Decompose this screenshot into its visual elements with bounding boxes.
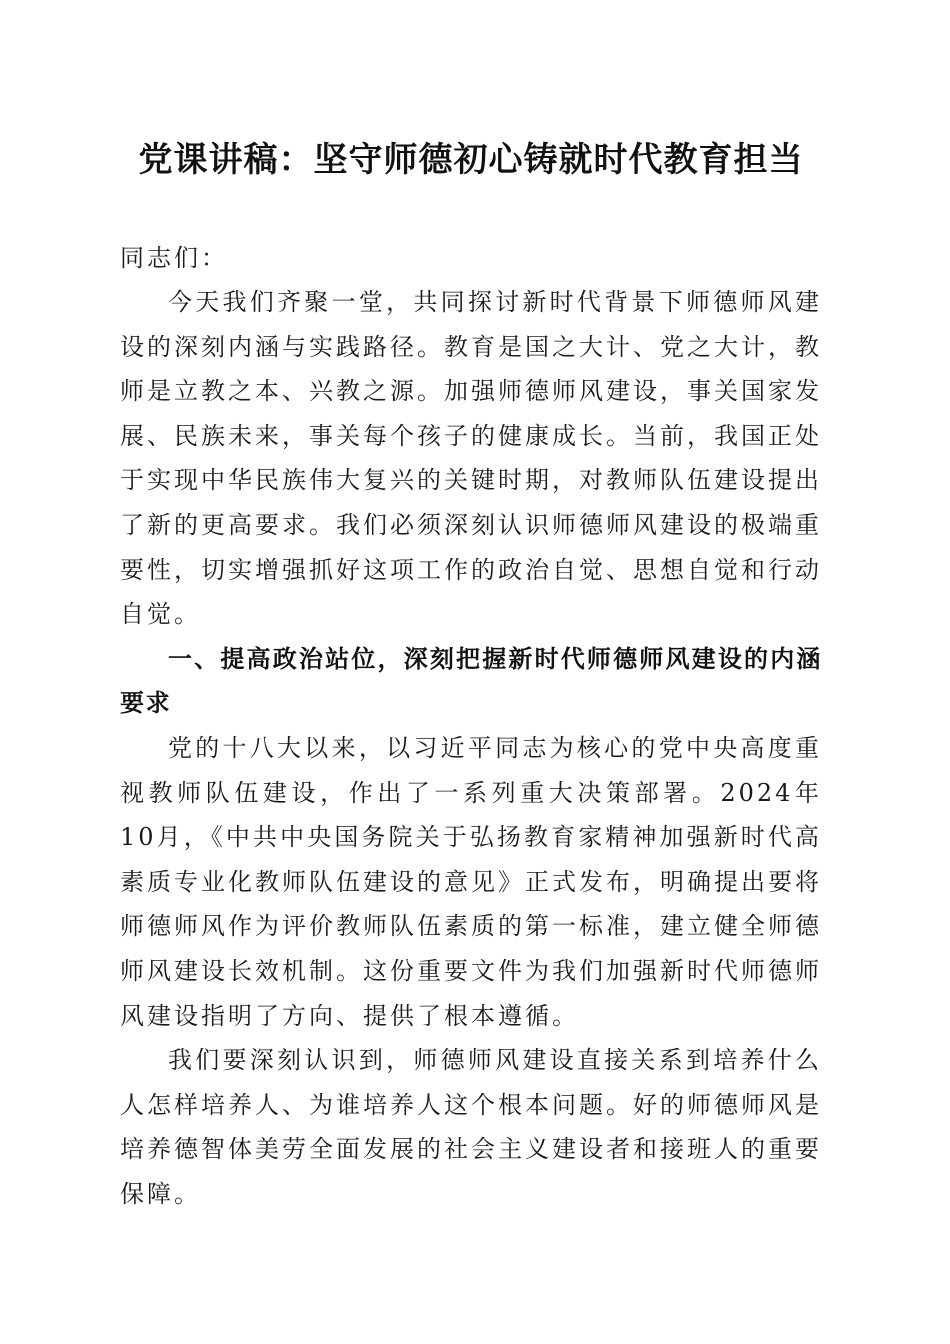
document-page <box>120 132 822 1216</box>
body-paragraph-significance: 我们要深刻认识到，师德师风建设直接关系到培养什么人怎样培养人、为谁培养人这个根本问题。好的师德师风是培养德智体美劳全面发展的社会主义建设者和接班人的重要保障。 <box>120 1046 822 1208</box>
section-heading-1: 一、提高政治站位，深刻把握新时代师德师风建设的内涵要求 <box>120 644 822 718</box>
body-paragraph-intro: 今天我们齐聚一堂，共同探讨新时代背景下师德师风建设的深刻内涵与实践路径。教育是国之大计、党之大计，教师是立教之本、兴教之源。加强师德师风建设，事关国家发展、民族未来，事关每个孩子的健康成长。当前，我国正处于实现中华民族伟大复兴的关键时期，对教师队伍建设提出了新的更高要求。我们必须深刻认识师德师风建设的极端重要性，切实增强抓好这项工作的政治自觉、思想自觉和行动自觉。 <box>120 288 822 629</box>
document-title: 党课讲稿：坚守师德初心铸就时代教育担当 <box>138 140 804 180</box>
body-paragraph-policy: 党的十八大以来，以习近平同志为核心的党中央高度重视教师队伍建设，作出了一系列重大决策部署。2024年10月，《中共中央国务院关于弘扬教育家精神加强新时代高素质专业化教师队伍建设的意见》正式发布，明确提出要将师德师风作为评价教师队伍素质的第一标准，建立健全师德师风建设长效机制。这份重要文件为我们加强新时代师德师风建设指明了方向、提供了根本遵循。 <box>120 733 822 1030</box>
salutation: 同志们： <box>120 244 228 272</box>
